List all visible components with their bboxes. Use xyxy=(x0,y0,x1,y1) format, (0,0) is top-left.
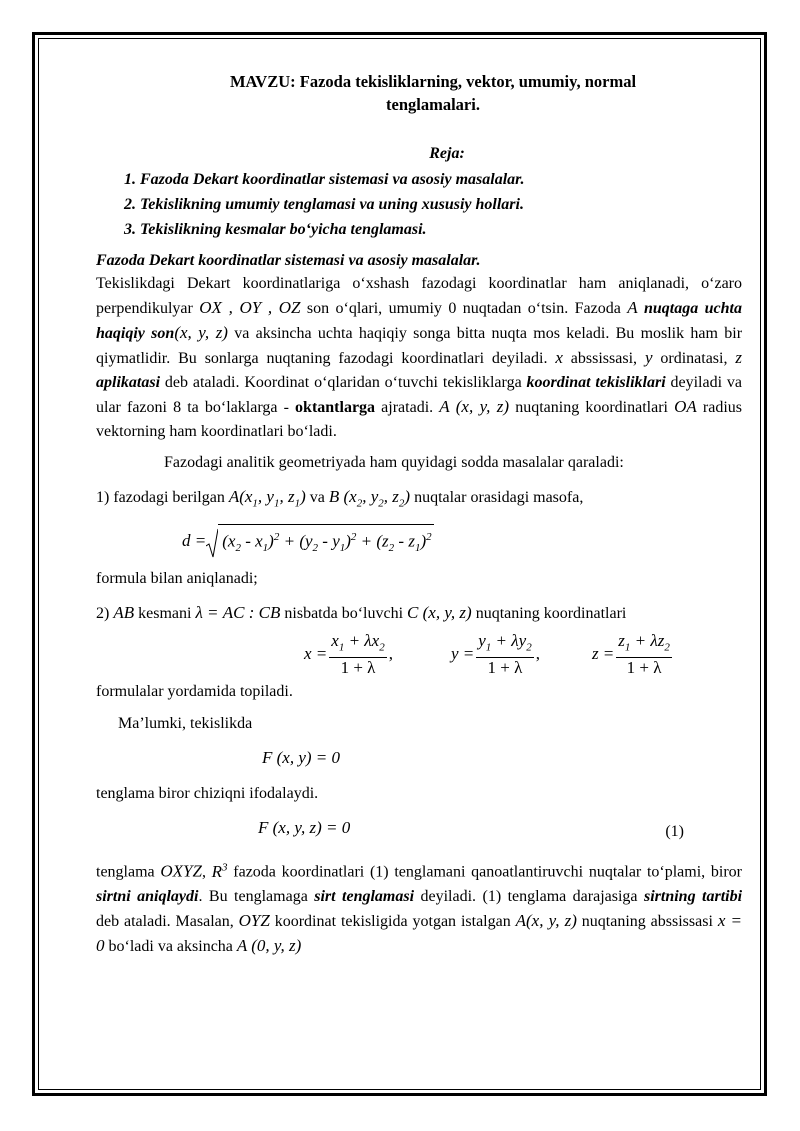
paragraph-known: Ma’lumki, tekislikda xyxy=(118,715,253,733)
equation-number: (1) xyxy=(665,823,684,841)
paragraph-surface: tenglama OXYZ, $R^3$ fazoda koordinatlari (1) tenglamani qanoatlantiruvchi nuqtalar to‘plami, biror sirtni aniqlaydi. Bu tenglamaga sirt tenglamasi deyiladi. (1) tenglama darajasiga sirtning tartibi deb ataladi. Masalan, OYZ koordinat tekisligida yotgan istalgan A(x, y, z) nuqtaning abssissasi x = 0 bo‘ladi va aksincha A (0, y, z) xyxy=(96,861,743,956)
point-a-formula: $A(x_1$, $y_1$, $z_1$) xyxy=(228,487,306,510)
section-heading: Fazoda Dekart koordinatlar sistemasi va asosiy masalalar. xyxy=(96,252,481,269)
paragraph-division: 2) AB kesmani λ = AC : CB nisbatda bo‘luvchi C (x, y, z) nuqtaning koordinatlari xyxy=(96,603,627,623)
plan-item: 2. Tekislikning umumiy tenglamasi va uning xususiy hollari. xyxy=(140,192,742,217)
plan-list xyxy=(96,167,742,242)
plan-heading: Reja: xyxy=(429,145,465,162)
paragraph-formula-note: formula bilan aniqlanadi; xyxy=(96,570,258,588)
plan-item: 1. Fazoda Dekart koordinatlar sistemasi va asosiy masalalar. xyxy=(140,167,742,192)
paragraph-coordinates: Tekislikdagi Dekart koordinatlariga o‘xshash fazodagi koordinatlar ham aniqlanadi, o‘zaro perpendikulyar OX , OY , OZ son o‘qlari, umumiy 0 nuqtadan o‘tsin. Fazoda A nuqtaga uchta haqiqiy son(x, y, z) va aksincha uchta haqiqiy songa bitta nuqta mos keladi. Bu moslik ham bir qiymatlidir. Bu sonlarga nuqtaning fazodagi koordinatlari deyiladi. x abssissasi, y ordinatasi, z aplikatasi deb ataladi. Koordinat o‘qlaridan o‘tuvchi tekisliklarga koordinat tekisliklari deyiladi va ular fazoni 8 ta bo‘laklarga - oktantlarga ajratadi. A (x, y, z) nuqtaning koordinatlari OA radius vektorning ham koordinatlari bo‘ladi. xyxy=(96,275,743,440)
paragraph-problems-intro: Fazodagi analitik geometriyada ham quyidagi sodda masalalar qaraladi: xyxy=(164,454,624,471)
point-b-formula: B ($x_2$, $y_2$, $z_2$) xyxy=(328,487,411,510)
division-formulas: x = $\frac{x_1 + \lambda x_2}{1 + \lambda}$ , y = $\frac{y_1 + \lambda y_2}{1 + \lambda}$ , z = $\frac{z_1 + \lambda z_2}{1 + \lambda}$ xyxy=(304,630,670,678)
document-title: MAVZU: Fazoda tekisliklarning, vektor, umumiy, normal tenglamalari. xyxy=(229,72,637,114)
paragraph-distance: 1) fazodagi berilgan $A(x_1$, $y_1$, $z_1$) va B ($x_2$, $y_2$, $z_2$) nuqtalar orasidagi masofa, xyxy=(96,487,584,510)
plan-item: 3. Tekislikning kesmalar bo‘yicha tenglamasi. xyxy=(140,217,742,242)
paragraph-curve: tenglama biror chiziqni ifodalaydi. xyxy=(96,785,319,803)
sqrt-sign xyxy=(206,528,218,558)
paragraph-formulas-found: formulalar yordamida topiladi. xyxy=(96,683,293,701)
distance-formula: d = $(x_2 - x_1)^2 + (y_2 - y_1)^2 + (z_2 - z_1)^2$ xyxy=(182,524,742,558)
equation-plane-curve: F (x, y) = 0 xyxy=(262,748,341,768)
equation-surface: F (x, y, z) = 0 (1) xyxy=(96,813,742,843)
r3-symbol: $R^3$ xyxy=(211,861,228,882)
document-body xyxy=(96,70,742,959)
